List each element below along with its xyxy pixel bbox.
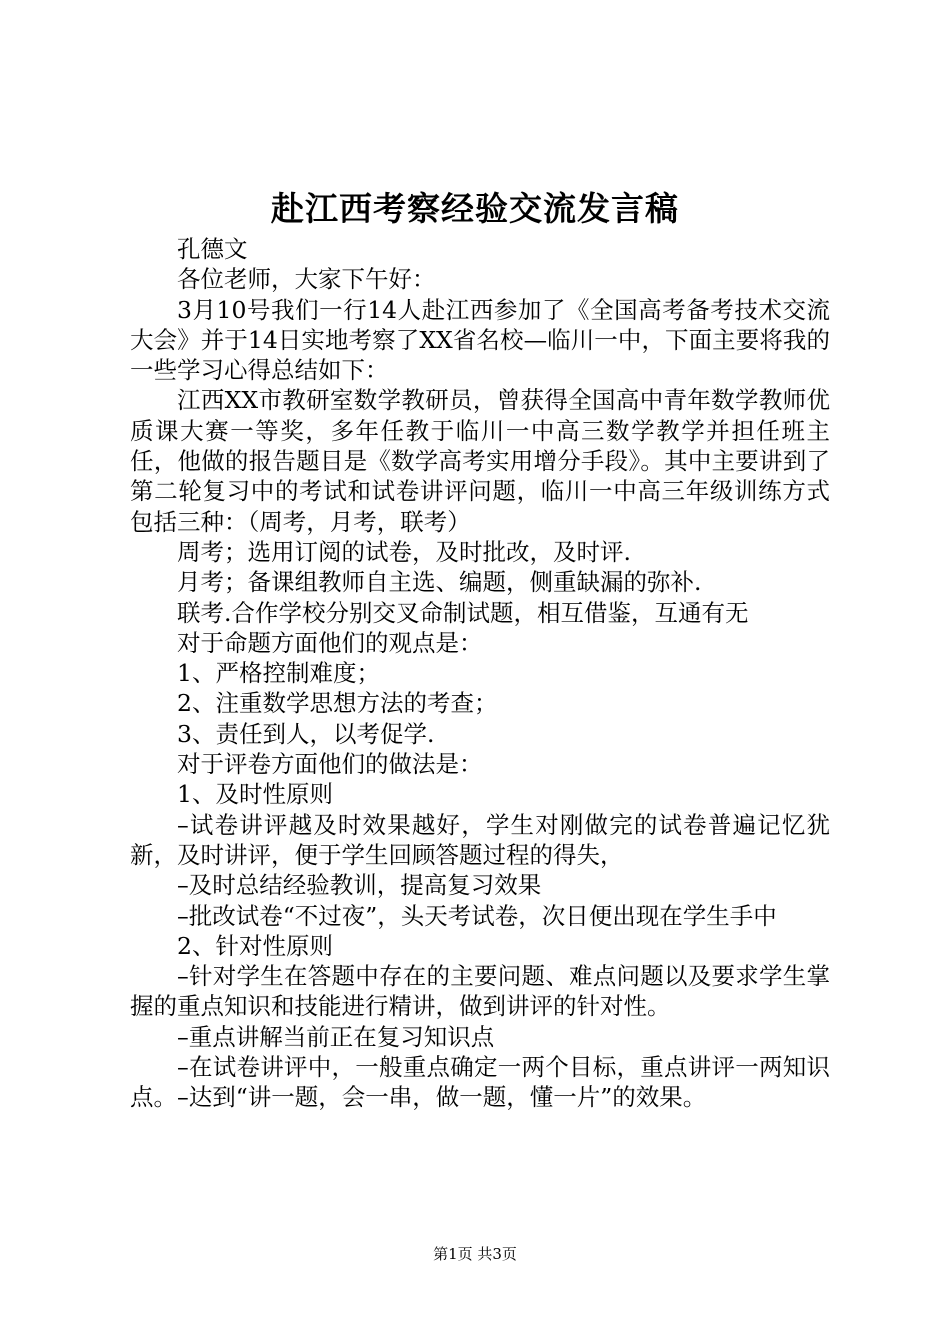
proposition-item-1: 1、严格控制难度； (177, 659, 380, 688)
timeliness-point-1: –试卷讲评越及时效果越好，学生对刚做完的试卷普遍记忆犹新，及时讲评，便于学生回顾答题过程的得失， (130, 810, 830, 869)
proposition-item-3: 3、责任到人，以考促学. (177, 719, 435, 748)
targeting-point-3: –在试卷讲评中，一般重点确定一两个目标，重点讲评一两知识点。–达到“讲一题，会一串，做一题，懂一片”的效果。 (130, 1053, 830, 1112)
proposition-item-2: 2、注重数学思想方法的考查； (177, 689, 498, 718)
speaker-paragraph: 江西XX市教研室数学教研员，曾获得全国高中青年数学教师优质课大赛一等奖，多年任教于临川一中高三数学教学并担任班主任，他做的报告题目是《数学高考实用增分手段》。其中主要讲到了第二轮复习中的考试和试卷讲评问题，临川一中高三年级训练方式包括三种：（周考，月考，联考） (130, 386, 830, 536)
page-number-footer: 第1页 共3页 (433, 1245, 517, 1263)
timeliness-principle-heading: 1、及时性原则 (177, 780, 333, 809)
intro-paragraph: 3月10号我们一行14人赴江西参加了《全国高考备考技术交流大会》并于14日实地考察了XX省名校—临川一中，下面主要将我的一些学习心得总结如下： (130, 295, 830, 385)
proposition-heading: 对于命题方面他们的观点是： (177, 628, 483, 657)
targeting-point-1: –针对学生在答题中存在的主要问题、难点问题以及要求学生掌握的重点知识和技能进行精讲，做到讲评的针对性。 (130, 962, 830, 1021)
document-body (130, 234, 830, 1113)
joint-exam-paragraph: 联考.合作学校分别交叉命制试题，相互借鉴，互通有无 (177, 598, 749, 627)
author-name: 孔德文 (177, 235, 248, 263)
targeting-principle-heading: 2、针对性原则 (177, 931, 333, 960)
targeting-point-2: –重点讲解当前正在复习知识点 (177, 1022, 495, 1051)
document-title: 赴江西考察经验交流发言稿 (271, 189, 679, 228)
timeliness-point-3: –批改试卷“不过夜”，头天考试卷，次日便出现在学生手中 (177, 901, 777, 930)
weekly-exam-paragraph: 周考；选用订阅的试卷，及时批改，及时评. (177, 537, 631, 566)
greeting-paragraph: 各位老师，大家下午好： (177, 265, 436, 294)
grading-heading: 对于评卷方面他们的做法是： (177, 750, 483, 779)
timeliness-point-2: –及时总结经验教训，提高复习效果 (177, 871, 542, 900)
monthly-exam-paragraph: 月考；备课组教师自主选、编题，侧重缺漏的弥补. (177, 568, 702, 597)
